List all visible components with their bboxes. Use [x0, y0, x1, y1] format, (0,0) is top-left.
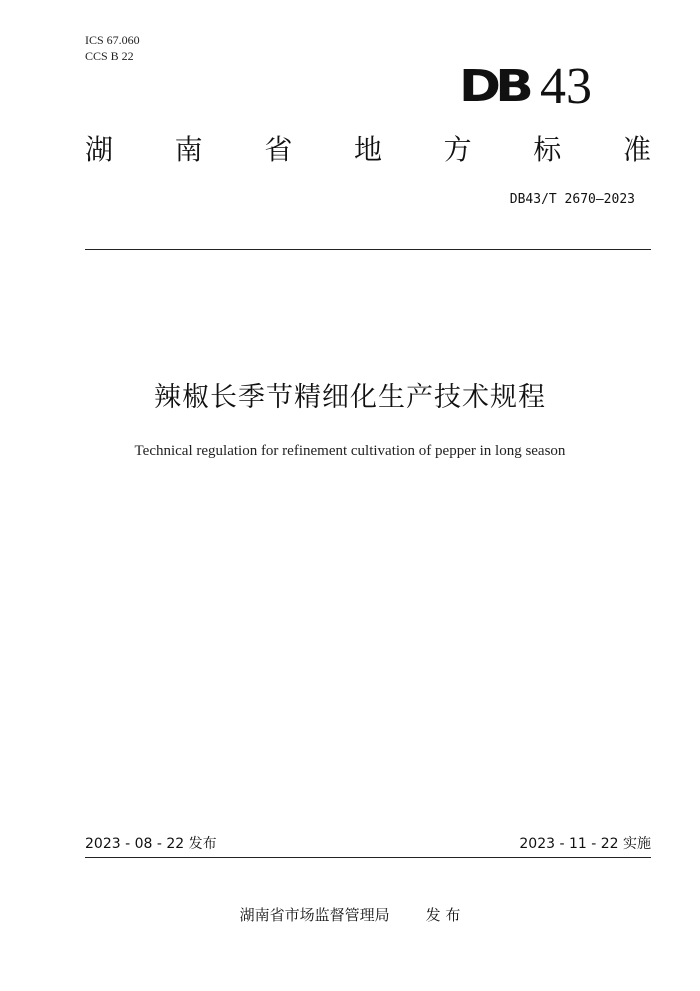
ics-code: ICS 67.060	[85, 33, 140, 47]
db-province-code: 43	[540, 58, 592, 115]
document-english-title: Technical regulation for refinement cultivation of pepper in long season	[134, 443, 566, 459]
standard-type-char: 方	[443, 133, 472, 166]
db-logo: DB	[458, 61, 528, 112]
top-divider	[85, 249, 651, 250]
document-title: 辣椒长季节精细化生产技术规程	[154, 382, 546, 413]
implementation-date: 2023 - 11 - 22 实施	[519, 836, 651, 852]
db-mark	[458, 58, 592, 115]
issuer-line	[0, 904, 700, 926]
issue-date: 2023 - 08 - 22 发布	[85, 836, 217, 852]
standard-type-char: 湖	[85, 133, 114, 166]
issuer-action: 发 布	[425, 906, 461, 924]
standard-number: DB43/T 2670—2023	[509, 192, 635, 207]
standard-type-char: 地	[353, 133, 382, 166]
standard-type-char: 南	[174, 133, 203, 166]
standard-type-char: 准	[622, 133, 651, 166]
classification-codes	[85, 32, 140, 64]
issuer-name: 湖南省市场监督管理局	[239, 906, 390, 924]
bottom-divider	[85, 857, 651, 858]
standard-type-heading	[85, 130, 651, 170]
standard-type-char: 标	[533, 133, 562, 166]
ccs-code: CCS B 22	[85, 49, 134, 63]
standard-type-char: 省	[264, 133, 293, 166]
